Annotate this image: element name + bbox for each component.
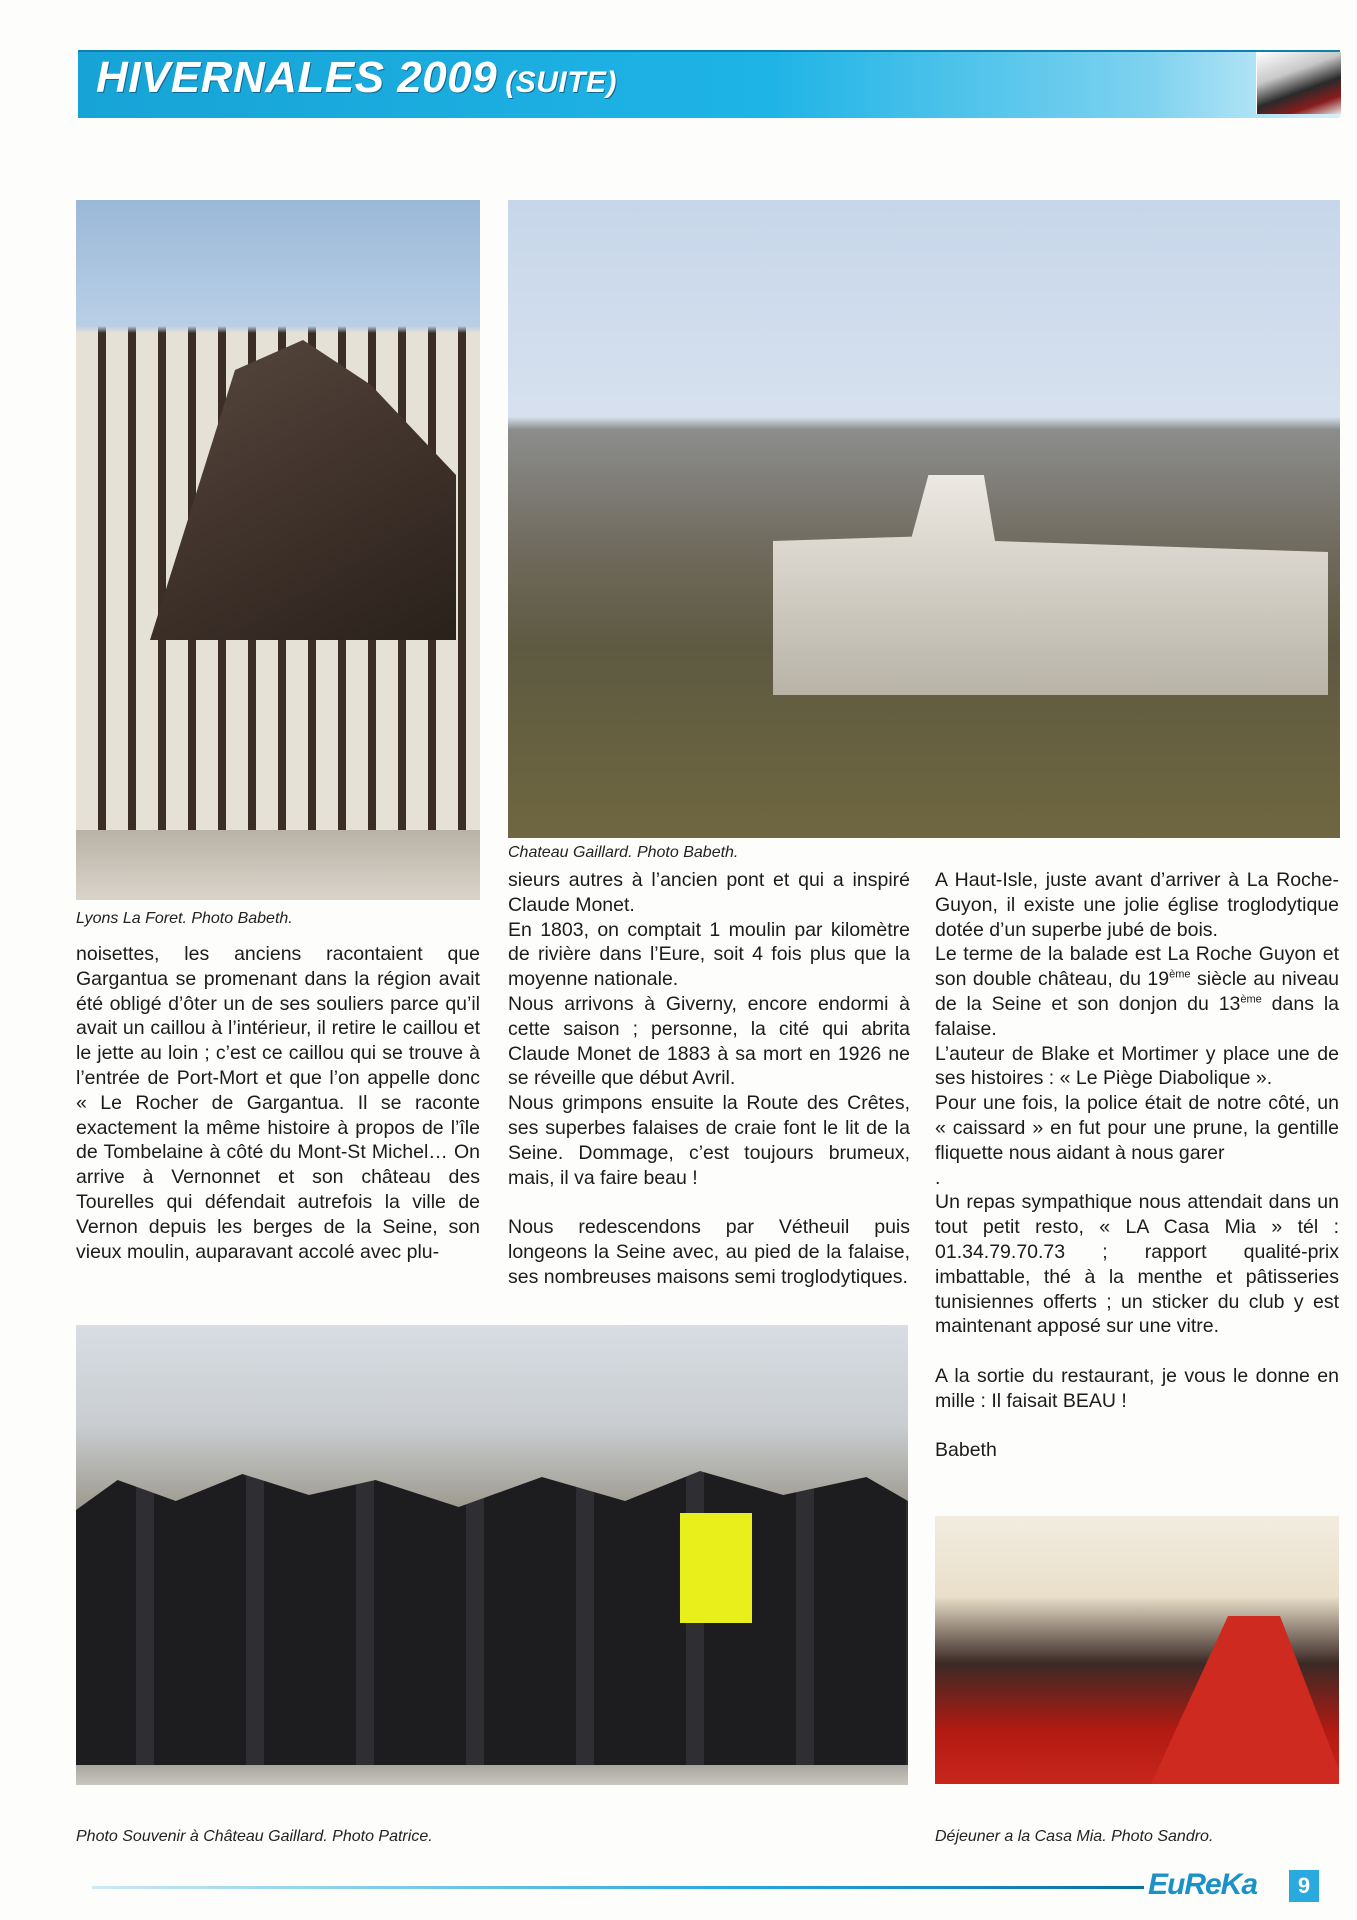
caption-lyons: Lyons La Foret. Photo Babeth.: [76, 910, 293, 927]
paragraph: A la sortie du restaurant, je vous le donne en mille : Il faisait BEAU !: [935, 1364, 1339, 1412]
photo-chateau-gaillard: [508, 200, 1340, 838]
caption-gaillard: Chateau Gaillard. Photo Babeth.: [508, 844, 739, 861]
article-column-1: [76, 942, 480, 1264]
paragraph: [935, 942, 1339, 1041]
superscript: ème: [1169, 968, 1191, 981]
superscript: ème: [1240, 993, 1262, 1006]
footer-rule: [92, 1886, 1144, 1889]
text-run: Le terme de la balade est La Roche Guyon et son double château, du 19: [935, 943, 1339, 991]
magazine-logo: EuReKa: [1148, 1868, 1258, 1901]
paragraph: L’auteur de Blake et Mortimer y place une de ses histoires : « Le Piège Diabolique ».: [935, 1042, 1339, 1090]
paragraph: .: [935, 1166, 941, 1189]
article-column-2: [508, 868, 910, 1290]
paragraph: En 1803, on comptait 1 moulin par kilomètre de rivière dans l’Eure, soit 4 fois plus que la moyenne nationale.: [508, 918, 910, 991]
red-table: [1085, 1616, 1339, 1784]
paragraph: Un repas sympathique nous attendait dans un tout petit resto, « LA Casa Mia » tél : 01.34.79.70.73 ; rapport qualité-prix imbattable, thé à la menthe et pâtisseries tunisiennes offerts ; un sticker du club y est maintenant apposé sur une vitre.: [935, 1191, 1339, 1338]
photo-casa-mia-lunch: [935, 1516, 1339, 1784]
photo-group-souvenir: [76, 1325, 908, 1785]
yellow-vest: [680, 1513, 752, 1623]
signature: Babeth: [935, 1439, 997, 1462]
page-title: [96, 53, 617, 103]
group-of-bikers: [76, 1465, 908, 1765]
article-column-3: [935, 868, 1339, 1463]
paragraph: sieurs autres à l’ancien pont et qui a inspiré Claude Monet.: [508, 869, 910, 916]
title-suite: (SUITE): [505, 66, 618, 99]
photo-lyons-la-foret: [76, 200, 480, 900]
page-number: 9: [1289, 1870, 1319, 1902]
paragraph: Pour une fois, la police était de notre côté, un « caissard » en fut pour une prune, la gentille fliquette nous aidant à nous garer: [935, 1092, 1339, 1164]
caption-group: Photo Souvenir à Château Gaillard. Photo Patrice.: [76, 1828, 433, 1845]
timbered-house-roof: [116, 340, 456, 640]
street: [76, 830, 480, 900]
text-run: dans la falaise.: [935, 992, 1339, 1040]
header-motorbike-photo: [1256, 52, 1341, 114]
title-main: HIVERNALES 2009: [96, 53, 498, 102]
paragraph: Nous arrivons à Giverny, encore endormi à cette saison ; personne, la cité qui abrita Claude Monet de 1883 à sa mort en 1926 ne se réveille que début Avril.: [508, 992, 910, 1090]
text-run: siècle au niveau de la Seine et son donjon du 13: [935, 968, 1340, 1015]
castle-ruins: [773, 475, 1328, 695]
caption-resto: Déjeuner a la Casa Mia. Photo Sandro.: [935, 1828, 1214, 1845]
paragraph: noisettes, les anciens racontaient que Gargantua se promenant dans la région avait été obligé d’ôter un de ses souliers parce qu’il avait un caillou à l’intérieur, il retire le caillou et le jette au loin ; c’est ce caillou qui se trouve à l’entrée de Port-Mort et que l’on appelle donc « Le Rocher de Gargantua. Il se raconte exactement la même histoire à propos de l’île de Tombelaine à côté du Mont-St Michel… On arrive à Vernonnet et son château des Tourelles qui défendait autrefois la ville de Vernon depuis les berges de la Seine, son vieux moulin, auparavant accolé avec plu-: [76, 943, 480, 1263]
paragraph: A Haut-Isle, juste avant d’arriver à La Roche-Guyon, il existe une jolie église troglodytique dotée d’un superbe jubé de bois.: [935, 869, 1339, 941]
paragraph: Nous grimpons ensuite la Route des Crêtes, ses superbes falaises de craie font le lit de la Seine. Dommage, c’est toujours brumeux, mais, il va faire beau !: [508, 1092, 910, 1189]
paragraph: Nous redescendons par Vétheuil puis longeons la Seine avec, au pied de la falaise, ses nombreuses maisons semi troglodytiques.: [508, 1216, 910, 1288]
